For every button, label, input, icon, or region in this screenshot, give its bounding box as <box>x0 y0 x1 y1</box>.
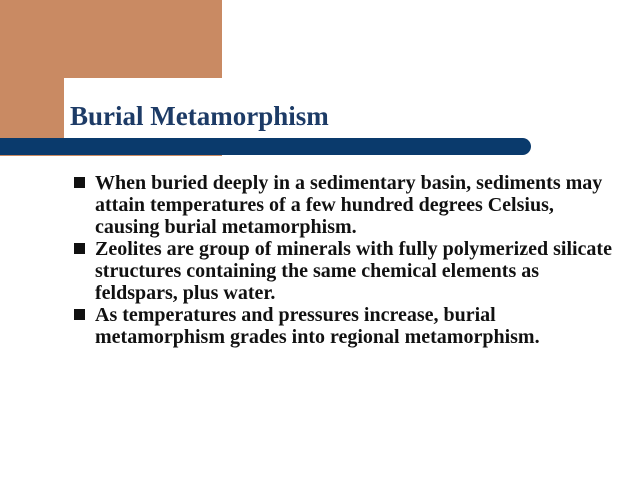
slide-title: Burial Metamorphism <box>70 101 329 131</box>
square-bullet-icon <box>74 243 85 254</box>
bullet-list <box>74 172 622 348</box>
title-underline-bar <box>0 138 531 155</box>
bullet-text: When buried deeply in a sedimentary basin, sediments may attain temperatures of a few hundred degrees Celsius, causing burial metamorphism. <box>95 172 603 238</box>
square-bullet-icon <box>74 309 85 320</box>
bullet-item <box>74 238 622 304</box>
bullet-text: Zeolites are group of minerals with fully polymerized silicate structures containing the same chemical elements as feldspars, plus water. <box>95 238 612 304</box>
bullet-item <box>74 304 622 348</box>
bullet-text: As temperatures and pressures increase, burial metamorphism grades into regional metamorphism. <box>95 304 540 348</box>
bullet-item <box>74 172 622 238</box>
square-bullet-icon <box>74 177 85 188</box>
